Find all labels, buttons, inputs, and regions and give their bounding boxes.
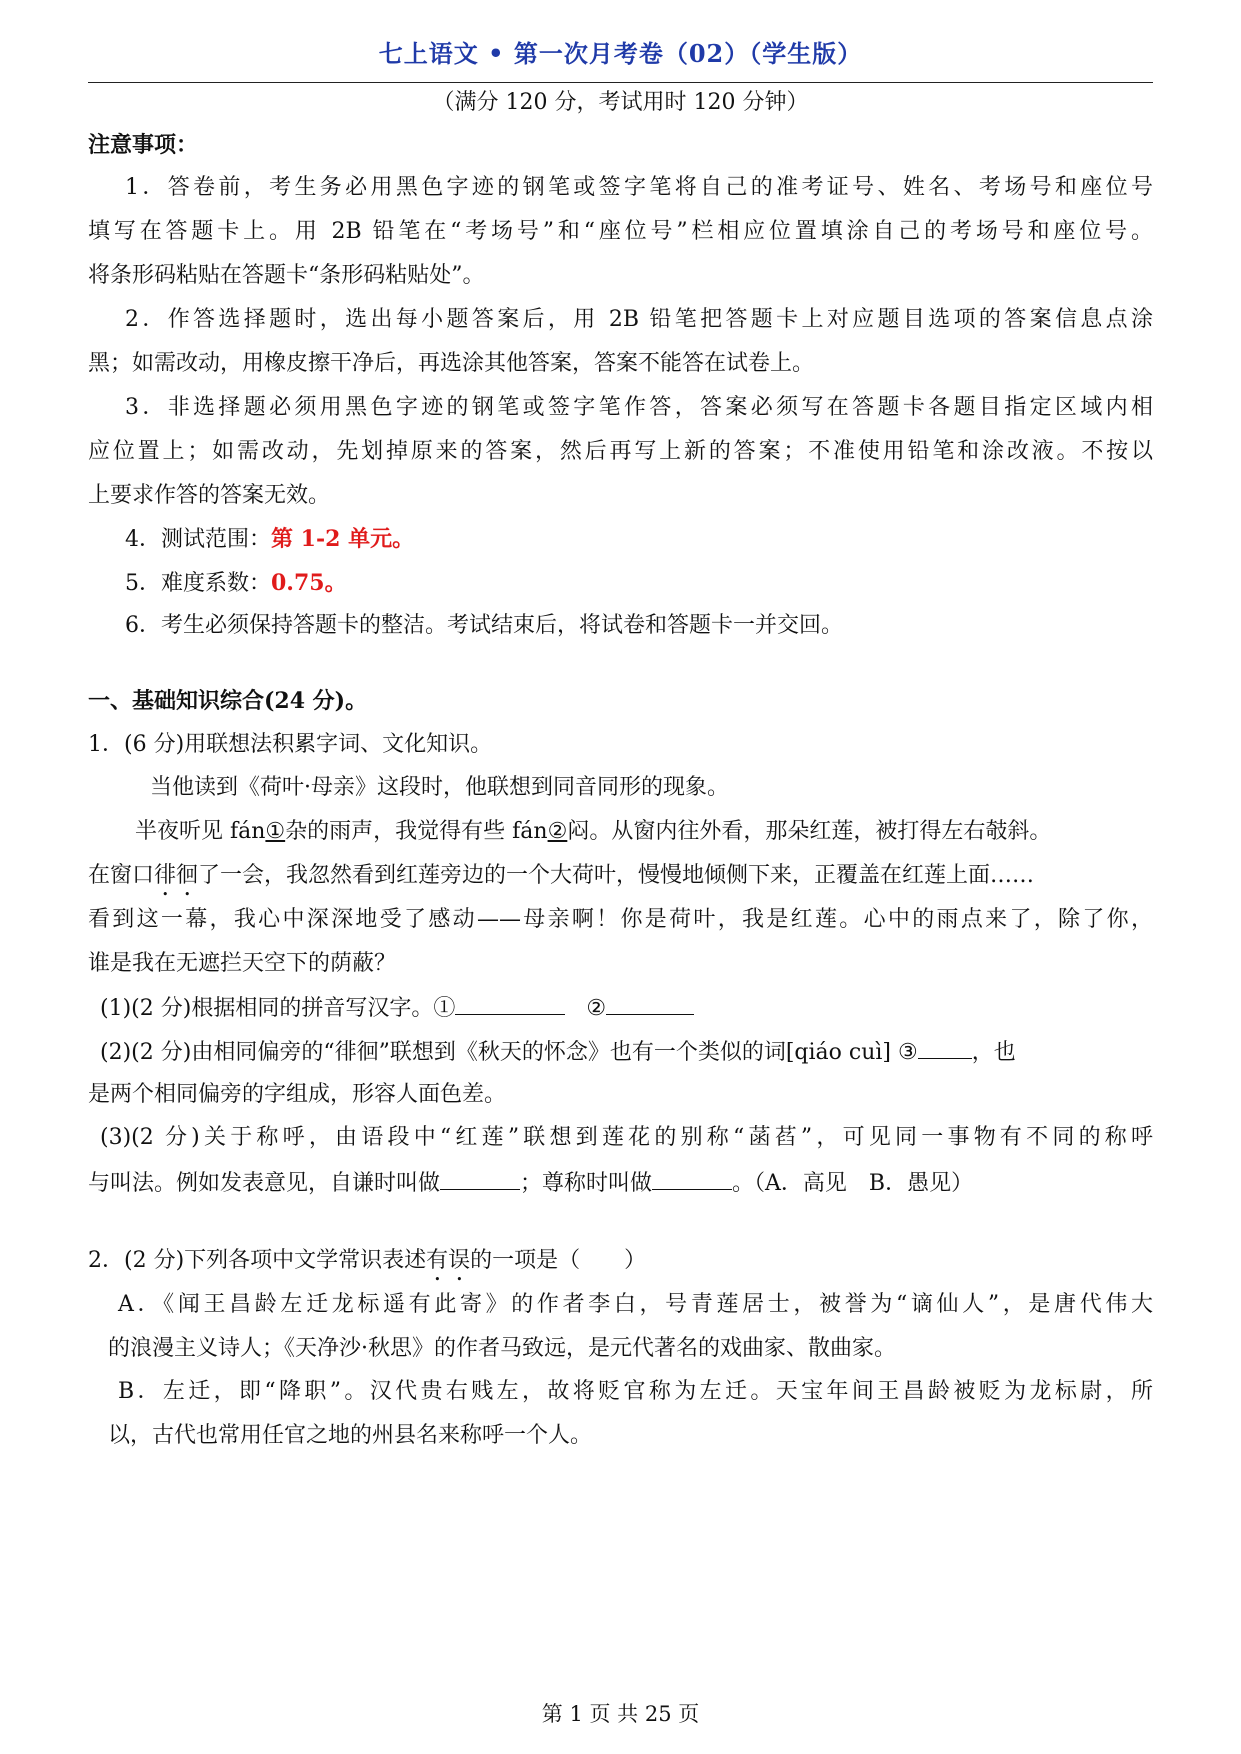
option-a-line-2: 的浪漫主义诗人；《天净沙·秋思》的作者马致远，是元代著名的戏曲家、散曲家。 (108, 1336, 896, 1361)
option-a-line-1[interactable]: A．《闻王昌龄左迁龙标遥有此寄》的作者李白，号青莲居士，被誉为“谪仙人”，是唐代伟大 (118, 1292, 1153, 1317)
subquestion-1-text: (1)(2 分)根据相同的拼音写汉字。① (100, 996, 456, 1021)
subquestion-3-line-2 (88, 1167, 1153, 1199)
subquestion-2-line-1 (100, 1036, 1165, 1068)
page-number: 第 1 页 共 25 页 (541, 1702, 700, 1726)
answer-blank-honorific[interactable] (652, 1167, 732, 1190)
subquestion-2-tail: ，也 (971, 1040, 1016, 1065)
note-1-line-1: 1．答卷前，考生务必用黑色字迹的钢笔或签字笔将自己的准考证号、姓名、考场号和座位号 (125, 175, 1153, 200)
note-1-line-3: 将条形码粘贴在答题卡“条形码粘贴处”。 (88, 263, 485, 288)
question-1-intro: 当他读到《荷叶·母亲》这段时，他联想到同音同形的现象。 (150, 775, 729, 800)
question-1-stem: 1．(6 分)用联想法积累字词、文化知识。 (88, 732, 493, 757)
header-divider (88, 82, 1153, 83)
subquestion-3-line-1: (3)(2 分)关于称呼，由语段中“红莲”联想到莲花的别称“菡萏”，可见同一事物有不同的称呼 (100, 1125, 1153, 1150)
passage-line-1-a: 半夜听见 fán (135, 819, 266, 844)
difficulty-value: 0.75。 (271, 570, 347, 596)
question-2-stem-c: 的一项是（ ） (470, 1248, 647, 1273)
exam-subtitle: （满分 120 分，考试用时 120 分钟） (432, 90, 809, 115)
subquestion-1-mid: ② (586, 996, 607, 1021)
option-b-line-2: 以，古代也常用任官之地的州县名来称呼一个人。 (108, 1423, 593, 1448)
passage-line-3: 看到这一幕，我心中深深地受了感动——母亲啊！你是荷叶，我是红莲。心中的雨点来了，除了你， (88, 907, 1153, 932)
subquestion-3-text-b: ；尊称时叫做 (520, 1171, 653, 1196)
question-2-stem-a: 2．(2 分)下列各项中文学常识表述 (88, 1248, 427, 1273)
option-b-line-1[interactable]: B．左迁，即“降职”。汉代贵右贱左，故将贬官称为左迁。天宝年间王昌龄被贬为龙标尉，所 (118, 1379, 1153, 1404)
note-3-line-2: 应位置上；如需改动，先划掉原来的答案，然后再写上新的答案；不准使用铅笔和涂改液。不按以 (88, 439, 1153, 464)
passage-line-1-e: 闷。从窗内往外看，那朵红莲，被打得左右攲斜。 (567, 819, 1052, 844)
subquestion-3-text-c: 。（A．高见 B．愚见） (732, 1171, 974, 1196)
note-1-line-2: 填写在答题卡上。用 2B 铅笔在“考场号”和“座位号”栏相应位置填涂自己的考场号和座位号。 (88, 219, 1153, 244)
answer-blank-1[interactable] (455, 992, 565, 1015)
subquestion-1 (100, 992, 1165, 1024)
emphasized-word-paihuai: 徘徊 (154, 863, 199, 888)
passage-line-1 (135, 817, 1153, 847)
subquestion-2-line-2: 是两个相同偏旁的字组成，形容人面色差。 (88, 1082, 507, 1107)
note-5 (125, 568, 1190, 599)
note-3-line-1: 3．非选择题必须用黑色字迹的钢笔或签字笔作答，答案必须写在答题卡各题目指定区域内相 (125, 395, 1153, 420)
note-4-label: 4．测试范围： (125, 527, 271, 552)
note-3-line-3: 上要求作答的答案无效。 (88, 483, 331, 508)
passage-line-2-c: 了一会，我忽然看到红莲旁边的一个大荷叶，慢慢地倾侧下来，正覆盖在红莲上面…… (198, 863, 1035, 888)
notes-heading: 注意事项： (88, 132, 199, 158)
passage-line-2-a: 在窗口 (88, 863, 155, 888)
passage-line-4: 谁是我在无遮拦天空下的荫蔽？ (88, 951, 397, 976)
answer-blank-2[interactable] (606, 992, 694, 1015)
note-2-line-2: 黑；如需改动，用橡皮擦干净后，再选涂其他答案，答案不能答在试卷上。 (88, 351, 815, 376)
passage-line-2 (88, 861, 1153, 901)
note-5-label: 5．难度系数： (125, 571, 271, 596)
test-scope-value: 第 1-2 单元。 (271, 526, 415, 552)
passage-line-1-c: 杂的雨声，我觉得有些 fán (285, 819, 548, 844)
note-2-line-1: 2．作答选择题时，选出每小题答案后，用 2B 铅笔把答题卡上对应题目选项的答案信息点涂 (125, 307, 1153, 332)
note-4 (125, 524, 1190, 555)
answer-blank-humble[interactable] (440, 1167, 520, 1190)
subquestion-3-text-a: 与叫法。例如发表意见，自谦时叫做 (88, 1171, 441, 1196)
subquestion-2-text: (2)(2 分)由相同偏旁的“徘徊”联想到《秋天的怀念》也有一个类似的词[qiáo cuì] ③ (100, 1040, 918, 1065)
document-title: 七上语文 • 第一次月考卷（02）（学生版） (378, 39, 863, 68)
question-2-stem (88, 1246, 1153, 1286)
blank-1-marker: ① (265, 819, 286, 844)
section-1-heading: 一、基础知识综合(24 分)。 (88, 688, 368, 714)
answer-blank-3[interactable] (918, 1036, 972, 1059)
emphasized-word-youwu: 有误 (426, 1248, 471, 1273)
blank-2-marker: ② (547, 819, 568, 844)
note-6: 6．考生必须保持答题卡的整洁。考试结束后，将试卷和答题卡一并交回。 (125, 613, 843, 638)
